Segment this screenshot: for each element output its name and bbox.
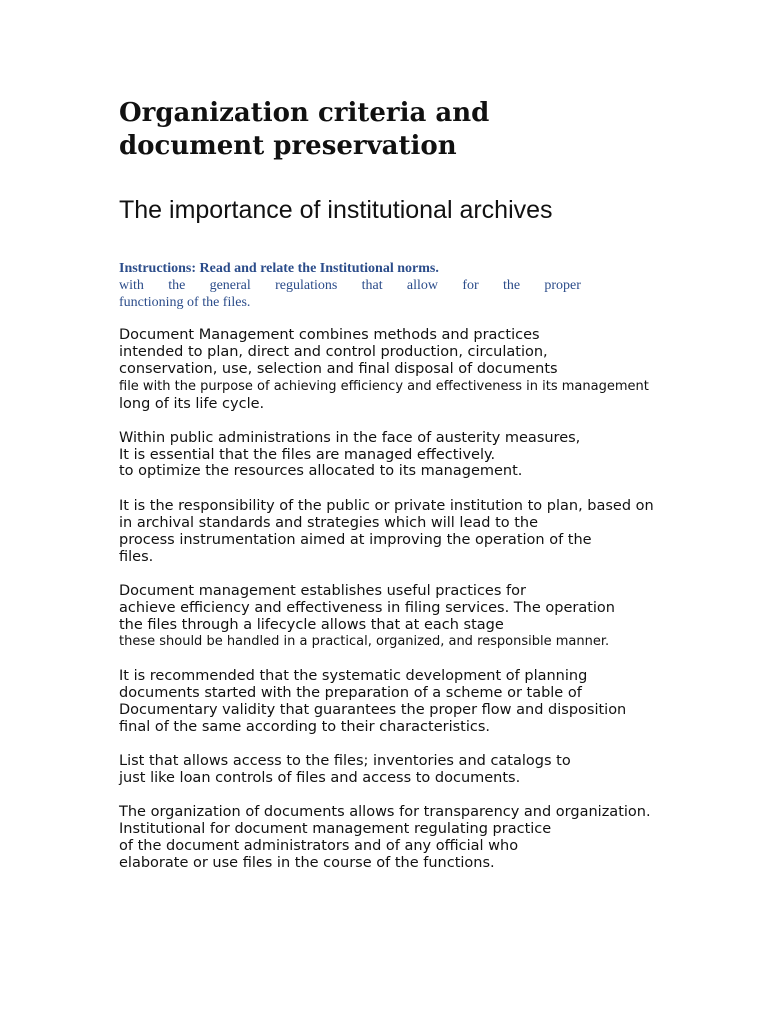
instructions-line-2 (119, 277, 581, 294)
document-title-line-1: Organization criteria and (119, 98, 490, 128)
paragraph-6-line-2: just like loan controls of files and access to documents. (119, 770, 521, 786)
paragraph-1-line-5: long of its life cycle. (119, 396, 265, 412)
instructions-word: regulations (275, 278, 338, 293)
paragraph-4-line-3: the files through a lifecycle allows that at each stage (119, 617, 504, 633)
instructions-line-1: Instructions: Read and relate the Institutional norms. (119, 261, 439, 276)
paragraph-5-line-4: final of the same according to their characteristics. (119, 719, 491, 735)
paragraph-2-line-1: Within public administrations in the face of austerity measures, (119, 430, 581, 446)
paragraph-4-line-1: Document management establishes useful practices for (119, 583, 526, 599)
paragraph-7-line-2: Institutional for document management regulating practice (119, 821, 552, 837)
paragraph-7-line-3: of the document administrators and of any official who (119, 838, 519, 854)
instructions-word: with (119, 278, 144, 293)
paragraph-5-line-2: documents started with the preparation of a scheme or table of (119, 685, 582, 701)
paragraph-1-line-3: conservation, use, selection and final disposal of documents (119, 361, 558, 377)
instructions-word: allow (406, 278, 439, 293)
paragraph-3-line-2: in archival standards and strategies which will lead to the (119, 515, 539, 531)
paragraph-5-line-1: It is recommended that the systematic development of planning (119, 668, 588, 684)
document-title-line-2: document preservation (119, 131, 457, 161)
instructions-word: the (168, 278, 186, 293)
paragraph-2-line-2: It is essential that the files are managed effectively. (119, 447, 496, 463)
instructions-word: general (209, 278, 251, 293)
paragraph-1-line-4: file with the purpose of achieving efficiency and effectiveness in its management (119, 379, 649, 394)
paragraph-4-line-4: these should be handled in a practical, organized, and responsible manner. (119, 634, 610, 649)
paragraph-3-line-1: It is the responsibility of the public or private institution to plan, based on (119, 498, 654, 514)
paragraph-7-line-1: The organization of documents allows for transparency and organization. (119, 804, 651, 820)
instructions-word: that (361, 278, 383, 293)
paragraph-3-line-4: files. (119, 549, 154, 565)
paragraph-4-line-2: achieve efficiency and effectiveness in filing services. The operation (119, 600, 615, 616)
paragraph-1-line-1: Document Management combines methods and practices (119, 327, 540, 343)
instructions-word: proper (544, 278, 581, 293)
paragraph-6-line-1: List that allows access to the files; inventories and catalogs to (119, 753, 571, 769)
paragraph-7-line-4: elaborate or use files in the course of the functions. (119, 855, 495, 871)
instructions-word: for (462, 278, 479, 293)
paragraph-2-line-3: to optimize the resources allocated to its management. (119, 463, 523, 479)
paragraph-3-line-3: process instrumentation aimed at improving the operation of the (119, 532, 592, 548)
instructions-word: the (502, 278, 521, 293)
document-subtitle: The importance of institutional archives (119, 196, 553, 224)
paragraph-5-line-3: Documentary validity that guarantees the proper flow and disposition (119, 702, 627, 718)
instructions-line-3: functioning of the files. (119, 295, 251, 310)
paragraph-1-line-2: intended to plan, direct and control production, circulation, (119, 344, 548, 360)
